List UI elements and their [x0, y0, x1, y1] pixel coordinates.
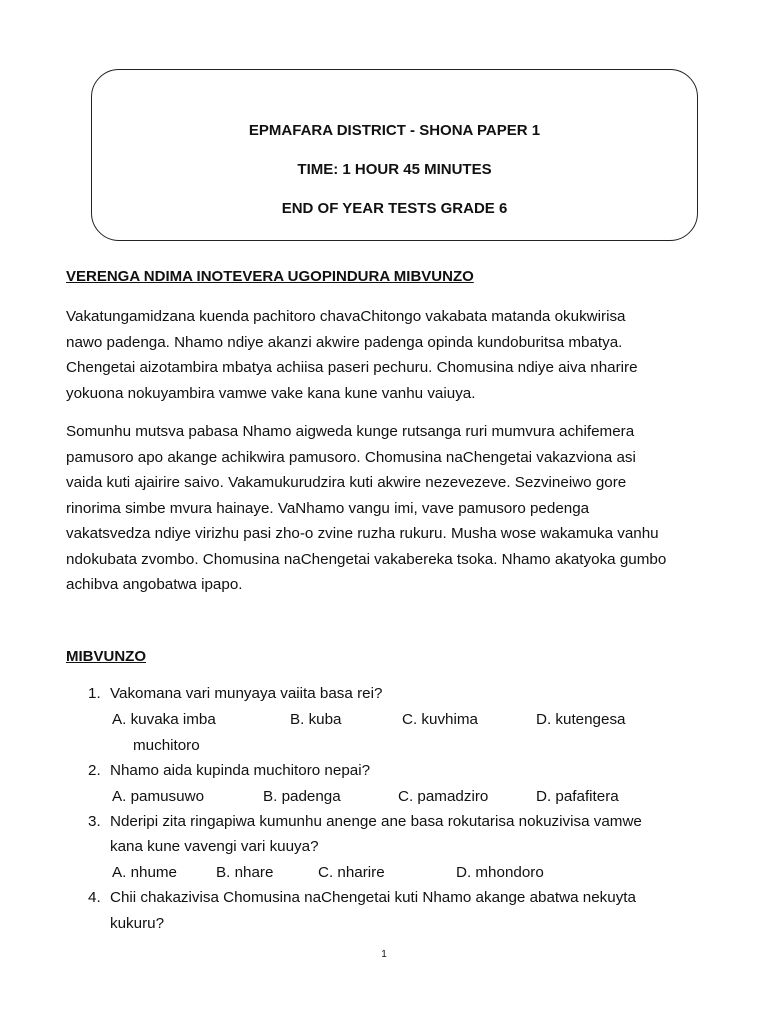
question-number: 2.: [88, 762, 101, 779]
questions-heading: MIBVUNZO: [66, 648, 146, 665]
option-c: C. kuvhima: [402, 711, 478, 728]
option-c: C. pamadziro: [398, 788, 489, 805]
header-box: [91, 69, 698, 241]
passage-line: pamusoro apo akange achikwira pamusoro. Chomusina naChengetai vakazviona asi: [66, 448, 636, 466]
option-a: A. pamusuwo: [112, 788, 205, 805]
question-number: 1.: [88, 685, 101, 702]
option-a: A. kuvaka imba: [112, 711, 216, 728]
option-d: D. kutengesa: [536, 711, 626, 728]
district-paper-title: EPMAFARA DISTRICT - SHONA PAPER 1: [248, 122, 541, 139]
passage-line: achibva angobatwa ipapo.: [66, 576, 243, 593]
option-b: B. nhare: [216, 864, 274, 881]
option-b: B. kuba: [290, 711, 342, 728]
exam-time: TIME: 1 HOUR 45 MINUTES: [297, 161, 492, 178]
exam-type: END OF YEAR TESTS GRADE 6: [281, 200, 508, 217]
passage-line: Chengetai aizotambira mbatya achiisa paseri pechuru. Chomusina ndiye aiva nharire: [66, 359, 638, 376]
instruction-heading: VERENGA NDIMA INOTEVERA UGOPINDURA MIBVUNZO: [66, 268, 474, 285]
question-text: Nderipi zita ringapiwa kumunhu anenge ane basa rokutarisa nokuzivisa vamwe: [110, 813, 642, 830]
question-text: Chii chakazivisa Chomusina naChengetai kuti Nhamo akange abatwa nekuyta: [110, 889, 636, 906]
option-d: D. pafafitera: [536, 788, 619, 805]
question-text: Vakomana vari munyaya vaiita basa rei?: [110, 685, 383, 702]
option-b: B. padenga: [263, 788, 341, 805]
passage-line: vaida kuti ajairire saivo. Vakamukurudzira kuti akwire nezevezeve. Sezvineiwo gore: [66, 474, 627, 491]
page-number: 1: [381, 949, 387, 960]
question-text-continuation: kukuru?: [110, 915, 165, 932]
option-c: C. nharire: [318, 864, 385, 881]
question-number: 4.: [88, 889, 101, 906]
option-d: D. mhondoro: [456, 864, 544, 881]
passage-line: nawo padenga. Nhamo ndiye akanzi akwire padenga opinda kundoburitsa mbatya.: [66, 333, 623, 351]
passage-line: ndokubata zvombo. Chomusina naChengetai vakabereka tsoka. Nhamo akatyoka gumbo: [66, 550, 667, 568]
passage-paragraph-1: [66, 304, 706, 406]
passage-line: rinorima simbe mvura hainaye. VaNhamo vangu imi, vave pamusoro pedenga: [66, 499, 590, 517]
passage-line: Vakatungamidzana kuenda pachitoro chavaChitongo vakabata matanda okukwirisa: [66, 308, 626, 325]
option-a: A. nhume: [112, 864, 178, 881]
passage-line: Somunhu mutsva pabasa Nhamo aigweda kunge rutsanga ruri mumvura achifemera: [66, 423, 635, 440]
question-number: 3.: [88, 813, 101, 830]
question-text: Nhamo aida kupinda muchitoro nepai?: [110, 762, 371, 779]
passage-paragraph-2: [66, 419, 706, 598]
option-a-continuation: muchitoro: [133, 737, 200, 754]
question-text-continuation: kana kune vavengi vari kuuya?: [110, 838, 319, 855]
passage-line: vakatsvedza ndiye virizhu pasi zho-o zvine ruzha rukuru. Musha wose wakamuka vanhu: [66, 525, 659, 542]
passage-line: yokuona nokuyambira vamwe vake kana kune vanhu vaiuya.: [66, 384, 476, 402]
